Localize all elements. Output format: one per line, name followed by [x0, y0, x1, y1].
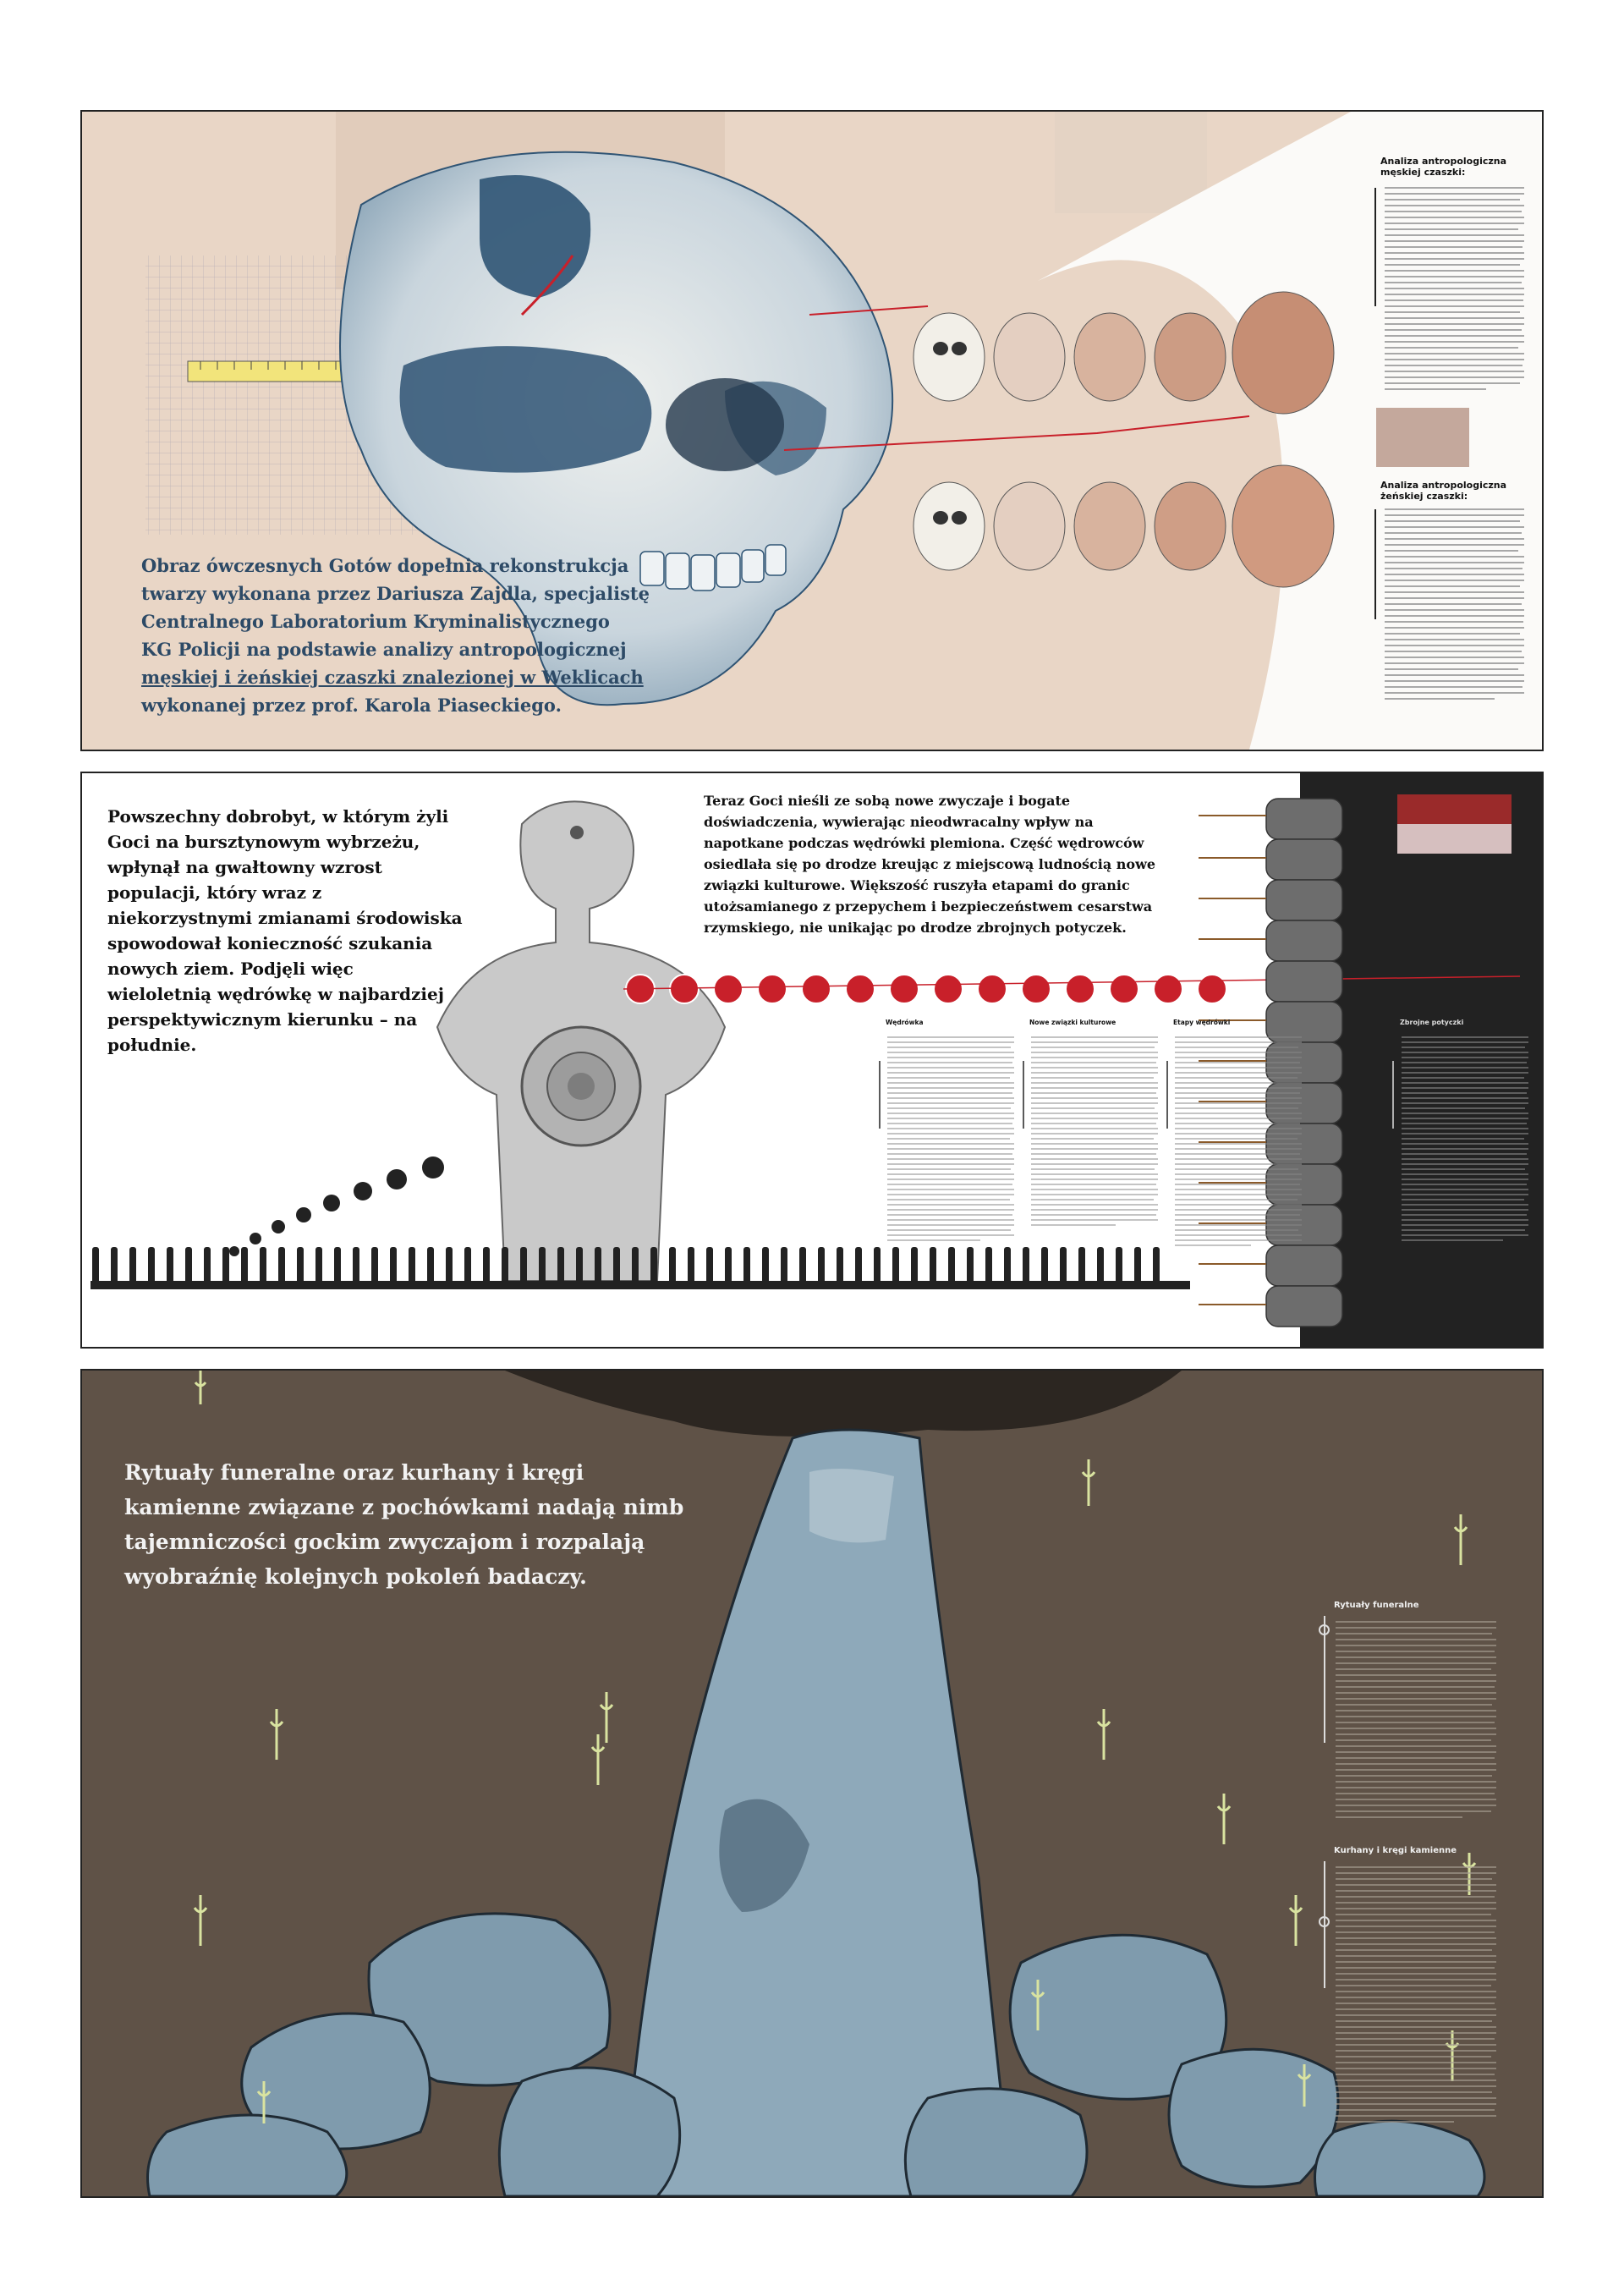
body-text-lines	[1385, 184, 1524, 395]
male-analysis-heading: Analiza antropologiczna męskiej czaszki:	[1380, 156, 1507, 178]
migration-intro-text: Powszechny dobrobyt, w którym żyli Goci na bursztynowym wybrzeżu, wpłynął na gwałtowny wzrost populacji, który wraz z niekorzystnymi zmianami środowiska spowodował konieczność szukania nowych ziem. Podjęli więc wieloletnią wędrówkę w najbardziej perspektywicznym kierunku – na południe.	[107, 806, 463, 1055]
panel1-title	[141, 552, 700, 719]
column-text-wedrowka	[887, 1034, 1014, 1254]
column-heading-etapy: Etapy wędrówki	[1173, 1019, 1231, 1026]
female-face-sequence	[914, 465, 1334, 587]
title-line: Obraz ówczesnych Gotów dopełnia rekonstrukcja	[141, 555, 629, 576]
marker-line	[1374, 188, 1376, 306]
title-line: twarzy wykonana przez Dariusza Zajdla, specjalistę	[141, 583, 650, 604]
marker-dot	[1319, 1916, 1330, 1927]
female-analysis-text	[1385, 505, 1524, 717]
title-line: Centralnego Laboratorium Kryminalistycznego	[141, 611, 610, 632]
male-analysis-text	[1385, 184, 1524, 395]
title-line: wykonanej przez prof. Karola Piaseckiego.	[141, 695, 562, 716]
column-text-zwiazki	[1031, 1034, 1158, 1237]
funeral-rituals-title: Rytuały funeralne oraz kurhany i kręgi kamienne związane z pochówkami nadają nimb tajemniczości gockim zwyczajom i rozpalają wyobraźnię kolejnych pokoleń badaczy.	[124, 1460, 684, 1589]
column-text-potyczki	[1402, 1034, 1528, 1254]
funeral-rituals-panel	[80, 1369, 1544, 2198]
funeral-rituals-text	[1336, 1618, 1496, 1829]
female-analysis-heading: Analiza antropologiczna żeńskiej czaszki:	[1380, 480, 1507, 502]
funeral-rituals-heading: Rytuały funeralne	[1334, 1601, 1419, 1610]
migration-panel	[80, 772, 1544, 1349]
kurhany-heading: Kurhany i kręgi kamienne	[1334, 1846, 1457, 1855]
male-face-sequence	[914, 292, 1334, 414]
column-heading-potyczki: Zbrojne potyczki	[1400, 1019, 1464, 1026]
body-text-lines	[1385, 505, 1524, 717]
skull-reconstruction-panel	[80, 110, 1544, 751]
kurhany-text	[1336, 1863, 1496, 2142]
title-line: KG Policji na podstawie analizy antropologicznej	[141, 639, 627, 660]
title-line: męskiej i żeńskiej czaszki znalezionej w Weklicach	[141, 667, 644, 688]
column-heading-wedrowka: Wędrówka	[886, 1019, 924, 1026]
marker-line	[1374, 509, 1376, 619]
migration-center-text: Teraz Goci nieśli ze sobą nowe zwyczaje i bogate doświadczenia, wywierając nieodwracalny wpływ na napotkane podczas wędrówki plemiona. Część wędrowców osiedlała się po drodze kreując z miejscową ludnością nowe związki kulturowe. Większość ruszyła etapami do granic utożsamianego z przepychem i bezpieczeństwem cesarstwa rzymskiego, nie unikając po drodze zbrojnych potyczek.	[704, 793, 1156, 936]
column-heading-zwiazki: Nowe związki kulturowe	[1029, 1019, 1116, 1026]
column-text-etapy	[1175, 1034, 1302, 1254]
marker-dot	[1319, 1624, 1330, 1635]
